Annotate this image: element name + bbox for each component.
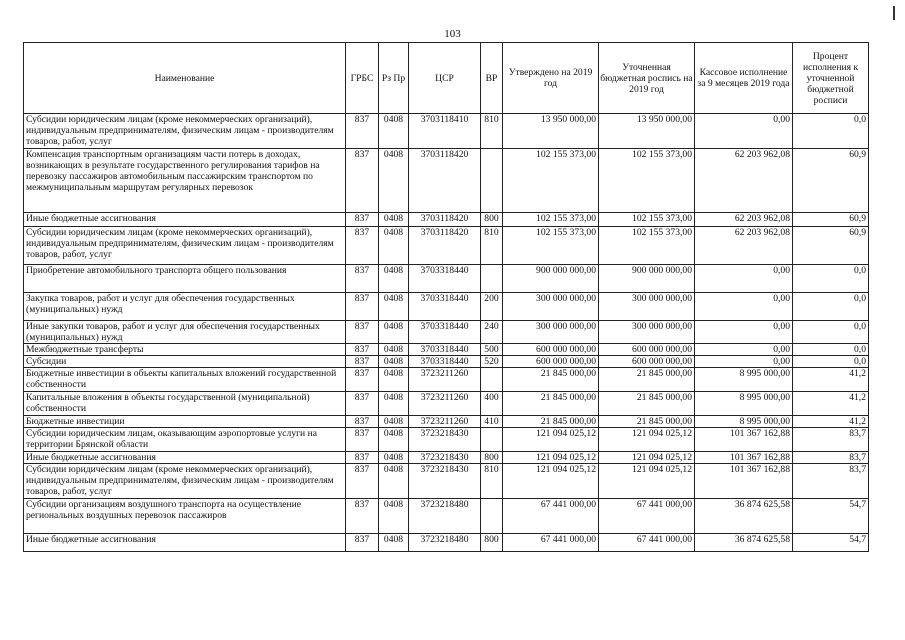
cell-approved: 121 094 025,12 — [503, 452, 599, 464]
cell-refined: 67 441 000,00 — [599, 534, 695, 552]
cell-refined: 300 000 000,00 — [599, 293, 695, 321]
cell-name: Бюджетные инвестиции в объекты капитальных вложений государственной собственности — [24, 368, 346, 392]
cell-csr: 3723218430 — [409, 428, 481, 452]
cell-percent: 0,0 — [793, 356, 869, 368]
cell-grbs: 837 — [346, 149, 379, 213]
cell-csr: 3703118420 — [409, 149, 481, 213]
table-row — [24, 227, 869, 265]
cell-grbs: 837 — [346, 213, 379, 227]
cell-name: Компенсация транспортным организациям части потерь в доходах, возникающих в результате государственного регулирования тарифов на перевозку пассажиров автомобильным пассажирским транспортом по межмуниципальным маршрутам регулярных перевозок — [24, 149, 346, 213]
cell-executed: 62 203 962,08 — [695, 149, 793, 213]
cell-vr: 520 — [481, 356, 503, 368]
cell-grbs: 837 — [346, 344, 379, 356]
cell-rzpr: 0408 — [379, 499, 409, 534]
cell-rzpr: 0408 — [379, 464, 409, 499]
cell-percent: 83,7 — [793, 452, 869, 464]
cell-rzpr: 0408 — [379, 321, 409, 344]
cell-rzpr: 0408 — [379, 149, 409, 213]
cell-vr: 810 — [481, 227, 503, 265]
cell-name: Иные бюджетные ассигнования — [24, 213, 346, 227]
table-header-row — [24, 43, 869, 114]
cell-executed: 0,00 — [695, 321, 793, 344]
cell-name: Межбюджетные трансферты — [24, 344, 346, 356]
cell-refined: 121 094 025,12 — [599, 428, 695, 452]
cell-executed: 0,00 — [695, 265, 793, 293]
cell-percent: 41,2 — [793, 416, 869, 428]
cell-refined: 121 094 025,12 — [599, 452, 695, 464]
cell-csr: 3703118420 — [409, 227, 481, 265]
table-row — [24, 464, 869, 499]
cell-percent: 60,9 — [793, 213, 869, 227]
cell-refined: 900 000 000,00 — [599, 265, 695, 293]
cell-vr: 800 — [481, 534, 503, 552]
header-rzpr: Рз Пр — [379, 43, 409, 114]
cell-vr — [481, 265, 503, 293]
cell-approved: 121 094 025,12 — [503, 464, 599, 499]
cell-grbs: 837 — [346, 392, 379, 416]
table-row — [24, 213, 869, 227]
cell-grbs: 837 — [346, 293, 379, 321]
cell-csr: 3703318440 — [409, 321, 481, 344]
cell-approved: 21 845 000,00 — [503, 416, 599, 428]
cell-approved: 102 155 373,00 — [503, 149, 599, 213]
cell-grbs: 837 — [346, 368, 379, 392]
cell-rzpr: 0408 — [379, 213, 409, 227]
header-name: Наименование — [24, 43, 346, 114]
cell-executed: 101 367 162,88 — [695, 452, 793, 464]
cell-rzpr: 0408 — [379, 227, 409, 265]
cell-approved: 21 845 000,00 — [503, 392, 599, 416]
cell-percent: 41,2 — [793, 368, 869, 392]
cell-vr: 810 — [481, 114, 503, 149]
cell-refined: 300 000 000,00 — [599, 321, 695, 344]
cell-grbs: 837 — [346, 321, 379, 344]
cell-percent: 0,0 — [793, 344, 869, 356]
cell-percent: 0,0 — [793, 293, 869, 321]
table-row — [24, 416, 869, 428]
cell-approved: 300 000 000,00 — [503, 293, 599, 321]
cell-csr: 3723218480 — [409, 499, 481, 534]
table-row — [24, 321, 869, 344]
cell-vr — [481, 149, 503, 213]
cell-grbs: 837 — [346, 265, 379, 293]
header-approved: Утверждено на 2019 год — [503, 43, 599, 114]
header-percent: Процент исполнения к уточненной бюджетной росписи — [793, 43, 869, 114]
cell-csr: 3723218430 — [409, 464, 481, 499]
cell-rzpr: 0408 — [379, 114, 409, 149]
cell-csr: 3703318440 — [409, 265, 481, 293]
cell-executed: 101 367 162,88 — [695, 464, 793, 499]
cell-grbs: 837 — [346, 227, 379, 265]
table-row — [24, 428, 869, 452]
cell-name: Приобретение автомобильного транспорта общего пользования — [24, 265, 346, 293]
cell-rzpr: 0408 — [379, 452, 409, 464]
cell-rzpr: 0408 — [379, 416, 409, 428]
cell-approved: 67 441 000,00 — [503, 499, 599, 534]
cell-executed: 62 203 962,08 — [695, 213, 793, 227]
table-row — [24, 356, 869, 368]
cell-vr — [481, 368, 503, 392]
header-csr: ЦСР — [409, 43, 481, 114]
table-row — [24, 534, 869, 552]
cell-refined: 600 000 000,00 — [599, 356, 695, 368]
cell-name: Иные бюджетные ассигнования — [24, 534, 346, 552]
cell-name: Капитальные вложения в объекты государственной (муниципальной) собственности — [24, 392, 346, 416]
cell-approved: 121 094 025,12 — [503, 428, 599, 452]
cell-refined: 102 155 373,00 — [599, 227, 695, 265]
cell-vr: 400 — [481, 392, 503, 416]
cell-name: Субсидии юридическим лицам (кроме некоммерческих организаций), индивидуальным предпринимателям, физическим лицам - производителям товаров, работ, услуг — [24, 464, 346, 499]
cell-rzpr: 0408 — [379, 534, 409, 552]
cell-vr — [481, 428, 503, 452]
cell-percent: 0,0 — [793, 321, 869, 344]
cell-executed: 8 995 000,00 — [695, 392, 793, 416]
cell-percent: 41,2 — [793, 392, 869, 416]
cell-name: Закупка товаров, работ и услуг для обеспечения государственных (муниципальных) нужд — [24, 293, 346, 321]
cell-refined: 13 950 000,00 — [599, 114, 695, 149]
header-refined: Уточненная бюджетная роспись на 2019 год — [599, 43, 695, 114]
cell-vr: 800 — [481, 213, 503, 227]
cell-vr: 240 — [481, 321, 503, 344]
page-number: 103 — [444, 28, 461, 40]
cell-approved: 300 000 000,00 — [503, 321, 599, 344]
cell-approved: 600 000 000,00 — [503, 344, 599, 356]
cell-executed: 8 995 000,00 — [695, 368, 793, 392]
cell-approved: 102 155 373,00 — [503, 213, 599, 227]
cell-csr: 3703118410 — [409, 114, 481, 149]
cell-rzpr: 0408 — [379, 356, 409, 368]
scan-edge-mark — [893, 6, 895, 20]
cell-csr: 3703118420 — [409, 213, 481, 227]
cell-executed: 36 874 625,58 — [695, 499, 793, 534]
cell-name: Субсидии юридическим лицам, оказывающим аэропортовые услуги на территории Брянской области — [24, 428, 346, 452]
cell-approved: 900 000 000,00 — [503, 265, 599, 293]
table-row — [24, 392, 869, 416]
cell-grbs: 837 — [346, 416, 379, 428]
cell-csr: 3723211260 — [409, 416, 481, 428]
cell-percent: 54,7 — [793, 534, 869, 552]
cell-percent: 83,7 — [793, 428, 869, 452]
cell-executed: 36 874 625,58 — [695, 534, 793, 552]
cell-executed: 62 203 962,08 — [695, 227, 793, 265]
cell-approved: 600 000 000,00 — [503, 356, 599, 368]
cell-approved: 102 155 373,00 — [503, 227, 599, 265]
table-row — [24, 452, 869, 464]
cell-approved: 13 950 000,00 — [503, 114, 599, 149]
cell-approved: 67 441 000,00 — [503, 534, 599, 552]
cell-executed: 8 995 000,00 — [695, 416, 793, 428]
cell-vr: 410 — [481, 416, 503, 428]
header-vr: ВР — [481, 43, 503, 114]
cell-rzpr: 0408 — [379, 392, 409, 416]
budget-table — [23, 42, 869, 552]
cell-refined: 21 845 000,00 — [599, 392, 695, 416]
table-row — [24, 293, 869, 321]
cell-refined: 21 845 000,00 — [599, 416, 695, 428]
cell-name: Иные бюджетные ассигнования — [24, 452, 346, 464]
cell-grbs: 837 — [346, 356, 379, 368]
cell-refined: 121 094 025,12 — [599, 464, 695, 499]
table-row — [24, 149, 869, 213]
cell-vr: 810 — [481, 464, 503, 499]
cell-grbs: 837 — [346, 428, 379, 452]
cell-csr: 3723218430 — [409, 452, 481, 464]
cell-executed: 0,00 — [695, 293, 793, 321]
table-row — [24, 344, 869, 356]
cell-percent: 54,7 — [793, 499, 869, 534]
cell-percent: 0,0 — [793, 265, 869, 293]
cell-executed: 0,00 — [695, 114, 793, 149]
cell-executed: 0,00 — [695, 344, 793, 356]
cell-approved: 21 845 000,00 — [503, 368, 599, 392]
table-row — [24, 499, 869, 534]
cell-percent: 60,9 — [793, 227, 869, 265]
cell-grbs: 837 — [346, 464, 379, 499]
cell-csr: 3703318440 — [409, 356, 481, 368]
cell-refined: 600 000 000,00 — [599, 344, 695, 356]
cell-executed: 101 367 162,88 — [695, 428, 793, 452]
cell-name: Бюджетные инвестиции — [24, 416, 346, 428]
header-executed: Кассовое исполнение за 9 месяцев 2019 года — [695, 43, 793, 114]
cell-name: Иные закупки товаров, работ и услуг для обеспечения государственных (муниципальных) нужд — [24, 321, 346, 344]
cell-refined: 102 155 373,00 — [599, 149, 695, 213]
cell-percent: 60,9 — [793, 149, 869, 213]
cell-grbs: 837 — [346, 499, 379, 534]
cell-rzpr: 0408 — [379, 428, 409, 452]
cell-grbs: 837 — [346, 534, 379, 552]
table-row — [24, 368, 869, 392]
cell-name: Субсидии организациям воздушного транспорта на осуществление региональных воздушных перевозок пассажиров — [24, 499, 346, 534]
cell-vr: 800 — [481, 452, 503, 464]
cell-refined: 21 845 000,00 — [599, 368, 695, 392]
cell-vr: 500 — [481, 344, 503, 356]
cell-name: Субсидии — [24, 356, 346, 368]
cell-name: Субсидии юридическим лицам (кроме некоммерческих организаций), индивидуальным предпринимателям, физическим лицам - производителям товаров, работ, услуг — [24, 114, 346, 149]
cell-refined: 67 441 000,00 — [599, 499, 695, 534]
cell-rzpr: 0408 — [379, 265, 409, 293]
cell-refined: 102 155 373,00 — [599, 213, 695, 227]
cell-percent: 0,0 — [793, 114, 869, 149]
cell-rzpr: 0408 — [379, 344, 409, 356]
table-row — [24, 114, 869, 149]
cell-grbs: 837 — [346, 452, 379, 464]
cell-grbs: 837 — [346, 114, 379, 149]
cell-csr: 3703318440 — [409, 344, 481, 356]
cell-rzpr: 0408 — [379, 293, 409, 321]
cell-vr: 200 — [481, 293, 503, 321]
cell-csr: 3703318440 — [409, 293, 481, 321]
cell-percent: 83,7 — [793, 464, 869, 499]
cell-name: Субсидии юридическим лицам (кроме некоммерческих организаций), индивидуальным предпринимателям, физическим лицам - производителям товаров, работ, услуг — [24, 227, 346, 265]
header-grbs: ГРБС — [346, 43, 379, 114]
cell-csr: 3723211260 — [409, 368, 481, 392]
cell-rzpr: 0408 — [379, 368, 409, 392]
cell-csr: 3723211260 — [409, 392, 481, 416]
cell-vr — [481, 499, 503, 534]
cell-executed: 0,00 — [695, 356, 793, 368]
cell-csr: 3723218480 — [409, 534, 481, 552]
table-row — [24, 265, 869, 293]
